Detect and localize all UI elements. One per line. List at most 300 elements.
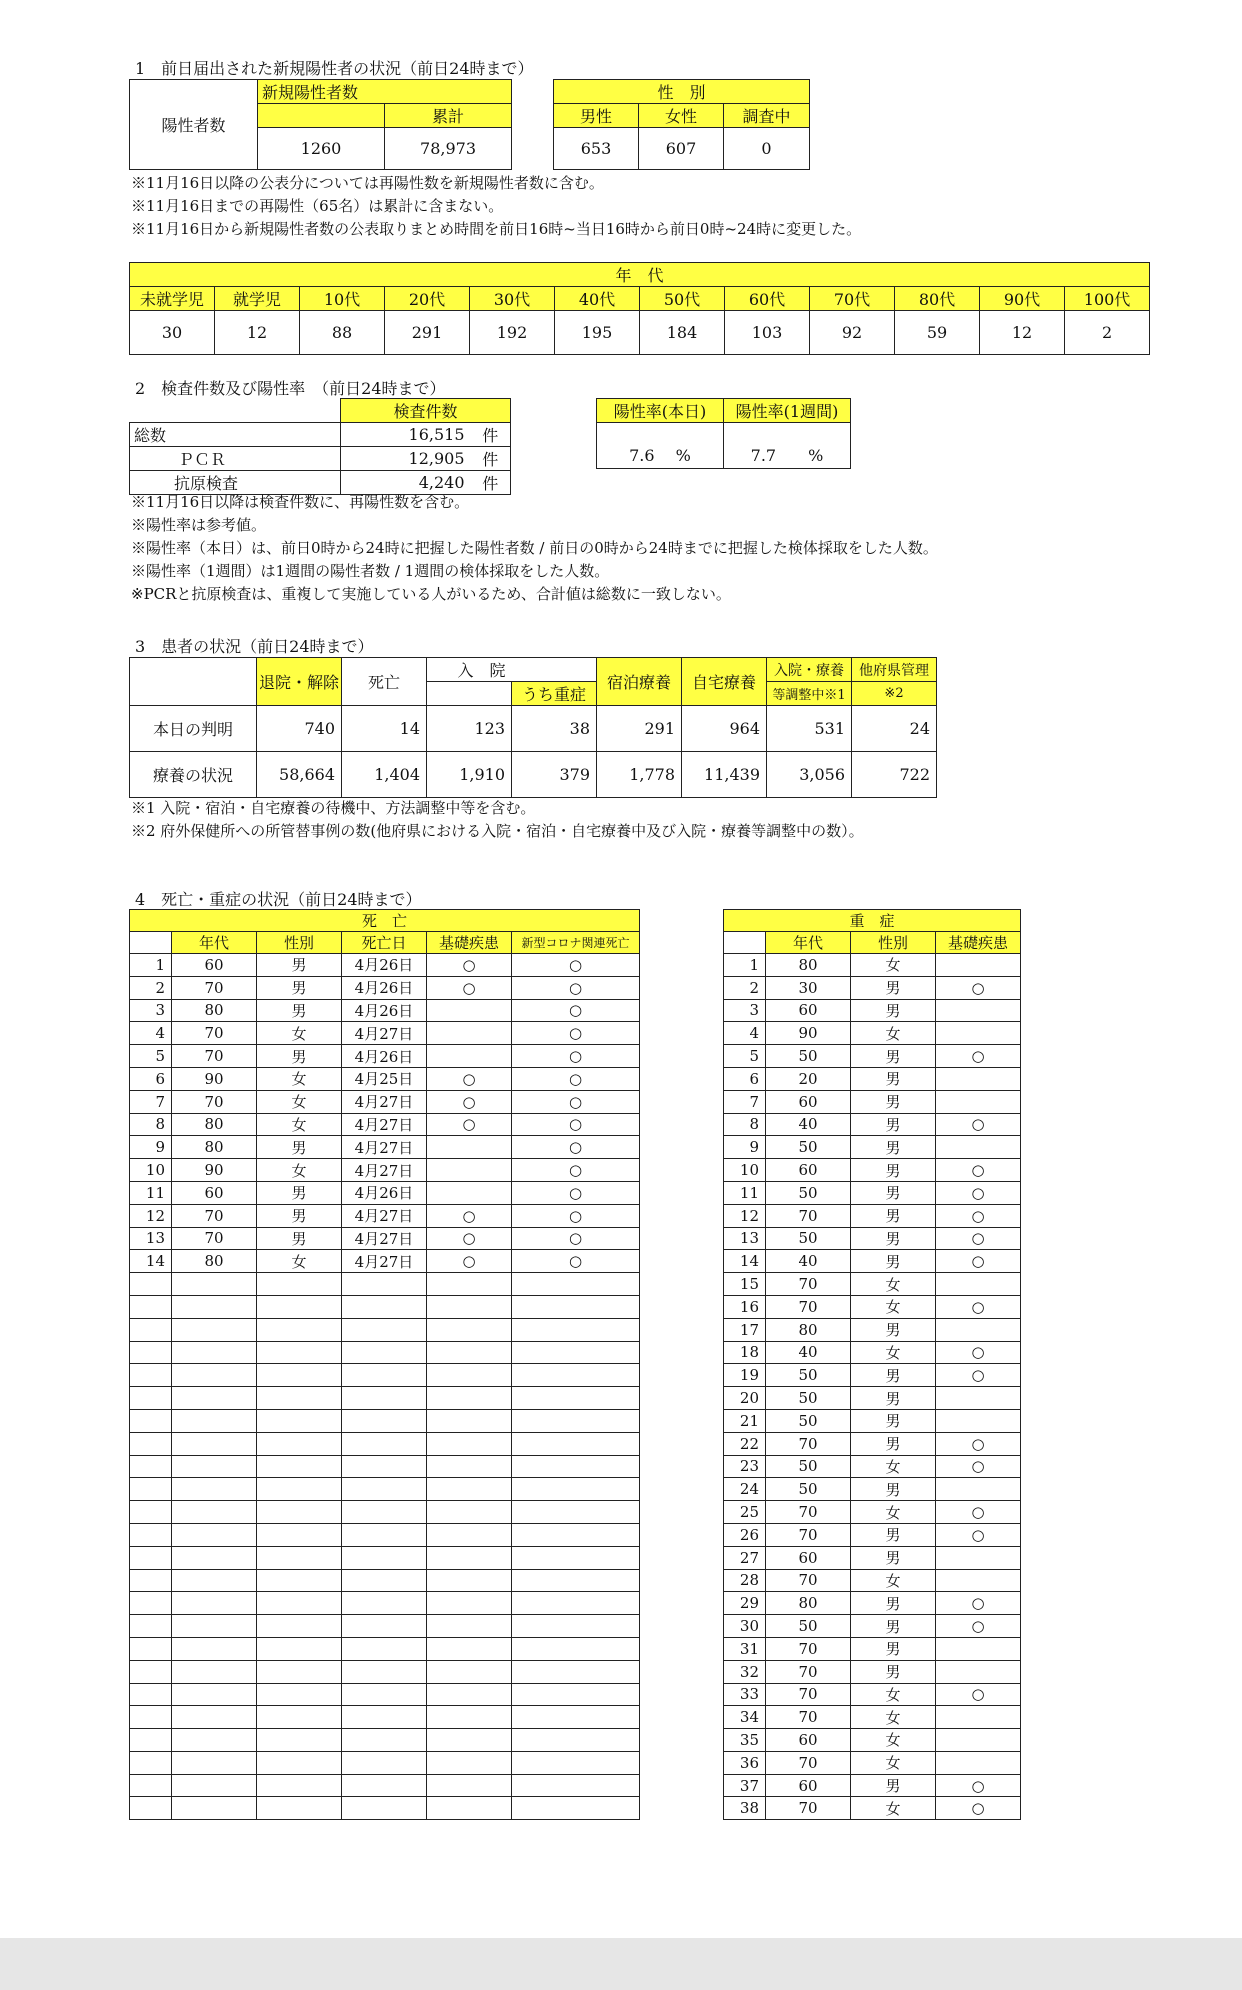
condition-cell bbox=[936, 1706, 1021, 1729]
condition-cell: ○ bbox=[936, 1227, 1021, 1250]
empty-cell bbox=[427, 1523, 512, 1546]
condition-cell bbox=[936, 1409, 1021, 1432]
row-number: 8 bbox=[724, 1113, 766, 1136]
sex-cell: 男 bbox=[851, 1364, 936, 1387]
covid-death-cell: ○ bbox=[512, 1250, 640, 1273]
sex-cell: 女 bbox=[257, 1113, 342, 1136]
empty-cell bbox=[342, 1341, 427, 1364]
empty-cell bbox=[172, 1409, 257, 1432]
sex-cell: 男 bbox=[851, 1159, 936, 1182]
row-number: 5 bbox=[130, 1045, 172, 1068]
empty-cell bbox=[512, 1409, 640, 1432]
age-value-cell: 92 bbox=[810, 311, 895, 355]
row-number: 4 bbox=[130, 1022, 172, 1045]
table-row bbox=[724, 1615, 1021, 1638]
date-cell: 4月26日 bbox=[342, 999, 427, 1022]
age-cell: 60 bbox=[766, 1729, 851, 1752]
empty-cell bbox=[427, 1569, 512, 1592]
sex-cell: 男 bbox=[851, 1067, 936, 1090]
sex-cell: 女 bbox=[257, 1159, 342, 1182]
empty-cell bbox=[342, 1523, 427, 1546]
table-row bbox=[724, 1751, 1021, 1774]
empty-cell bbox=[427, 1615, 512, 1638]
age-cell: 50 bbox=[766, 1364, 851, 1387]
table-row bbox=[724, 1797, 1021, 1820]
male-value: 653 bbox=[554, 128, 639, 170]
empty-cell bbox=[130, 1706, 172, 1729]
table-row bbox=[130, 1501, 640, 1524]
table-row bbox=[130, 1797, 640, 1820]
age-value-cell: 88 bbox=[300, 311, 385, 355]
date-cell: 4月26日 bbox=[342, 976, 427, 999]
row-number: 29 bbox=[724, 1592, 766, 1615]
row-number: 17 bbox=[724, 1318, 766, 1341]
empty-cell bbox=[172, 1729, 257, 1752]
table-row bbox=[724, 1227, 1021, 1250]
table-row bbox=[724, 1478, 1021, 1501]
covid-death-cell: ○ bbox=[512, 976, 640, 999]
table-row bbox=[130, 1136, 640, 1159]
severe-header-cell: 性別 bbox=[851, 932, 936, 954]
covid-death-cell: ○ bbox=[512, 1204, 640, 1227]
empty-cell bbox=[512, 1706, 640, 1729]
death-title: 死 亡 bbox=[130, 910, 640, 932]
empty-cell bbox=[130, 1615, 172, 1638]
pending-header: 調査中 bbox=[724, 104, 810, 128]
age-value-cell: 2 bbox=[1065, 311, 1150, 355]
empty-cell bbox=[342, 1729, 427, 1752]
age-cell: 70 bbox=[766, 1683, 851, 1706]
row-number: 35 bbox=[724, 1729, 766, 1752]
sex-cell: 男 bbox=[851, 1318, 936, 1341]
table-row bbox=[130, 1341, 640, 1364]
condition-cell bbox=[936, 1478, 1021, 1501]
empty-cell bbox=[257, 1774, 342, 1797]
row-number: 7 bbox=[130, 1090, 172, 1113]
table-row bbox=[130, 1181, 640, 1204]
condition-cell bbox=[427, 1045, 512, 1068]
table-row bbox=[130, 1273, 640, 1296]
empty-cell bbox=[512, 1364, 640, 1387]
row-number: 25 bbox=[724, 1501, 766, 1524]
row-number: 11 bbox=[724, 1181, 766, 1204]
empty-cell bbox=[342, 1706, 427, 1729]
female-value: 607 bbox=[639, 128, 724, 170]
covid-death-cell: ○ bbox=[512, 1227, 640, 1250]
new-positive-value: 1260 bbox=[258, 128, 385, 170]
age-header-cell: 50代 bbox=[640, 287, 725, 311]
row-number: 31 bbox=[724, 1637, 766, 1660]
discharge-header: 退院・解除 bbox=[257, 658, 342, 706]
age-cell: 70 bbox=[172, 976, 257, 999]
empty-cell bbox=[257, 1341, 342, 1364]
sex-cell: 女 bbox=[851, 1569, 936, 1592]
condition-cell bbox=[936, 1387, 1021, 1410]
row-number: 26 bbox=[724, 1523, 766, 1546]
severe-title: 重 症 bbox=[724, 910, 1021, 932]
total-label: 総数 bbox=[130, 423, 341, 447]
age-header-cell: 40代 bbox=[555, 287, 640, 311]
sex-cell: 男 bbox=[257, 1045, 342, 1068]
age-cell: 40 bbox=[766, 1341, 851, 1364]
age-header-cell: 未就学児 bbox=[130, 287, 215, 311]
sex-cell: 男 bbox=[851, 1523, 936, 1546]
positive-count-label: 陽性者数 bbox=[130, 80, 258, 170]
table-row bbox=[130, 1159, 640, 1182]
date-cell: 4月26日 bbox=[342, 1045, 427, 1068]
empty-cell bbox=[342, 1615, 427, 1638]
age-value-cell: 59 bbox=[895, 311, 980, 355]
empty-cell bbox=[130, 1797, 172, 1820]
table-row bbox=[130, 1067, 640, 1090]
sex-cell: 女 bbox=[851, 1751, 936, 1774]
empty-cell bbox=[342, 1409, 427, 1432]
sex-cell: 男 bbox=[851, 1227, 936, 1250]
table-row bbox=[724, 1250, 1021, 1273]
empty-cell bbox=[342, 1273, 427, 1296]
table-row bbox=[724, 1067, 1021, 1090]
table-row bbox=[724, 1136, 1021, 1159]
condition-cell: ○ bbox=[936, 1592, 1021, 1615]
empty-cell bbox=[172, 1501, 257, 1524]
sex-cell: 男 bbox=[851, 1637, 936, 1660]
row-number: 9 bbox=[130, 1136, 172, 1159]
condition-cell bbox=[936, 1729, 1021, 1752]
row-number: 1 bbox=[724, 954, 766, 977]
adjust-header: 入院・療養 bbox=[767, 658, 852, 682]
table-row bbox=[724, 1706, 1021, 1729]
empty-cell bbox=[172, 1478, 257, 1501]
age-cell: 70 bbox=[766, 1295, 851, 1318]
cumulative-value: 78,973 bbox=[385, 128, 512, 170]
today-label: 本日の判明 bbox=[130, 706, 257, 752]
empty-cell bbox=[427, 1478, 512, 1501]
table-row bbox=[724, 1159, 1021, 1182]
severe-header-row bbox=[724, 932, 1021, 954]
age-cell: 60 bbox=[766, 1159, 851, 1182]
table-row bbox=[130, 1045, 640, 1068]
empty-cell bbox=[427, 1546, 512, 1569]
empty-cell bbox=[130, 1523, 172, 1546]
sex-cell: 男 bbox=[257, 1204, 342, 1227]
table-row bbox=[724, 1387, 1021, 1410]
age-header-cell: 100代 bbox=[1065, 287, 1150, 311]
condition-cell: ○ bbox=[427, 1113, 512, 1136]
condition-cell bbox=[936, 954, 1021, 977]
empty-cell bbox=[257, 1295, 342, 1318]
empty-cell bbox=[512, 1501, 640, 1524]
table-row bbox=[724, 1409, 1021, 1432]
sex-cell: 男 bbox=[851, 1546, 936, 1569]
date-cell: 4月27日 bbox=[342, 1227, 427, 1250]
empty-cell bbox=[130, 1364, 172, 1387]
age-cell: 50 bbox=[766, 1181, 851, 1204]
rate-week-header: 陽性率(1週間) bbox=[724, 399, 851, 423]
sex-cell: 男 bbox=[851, 999, 936, 1022]
empty-cell bbox=[130, 1569, 172, 1592]
empty-cell bbox=[512, 1478, 640, 1501]
empty-cell bbox=[172, 1615, 257, 1638]
row-number: 9 bbox=[724, 1136, 766, 1159]
age-cell: 70 bbox=[766, 1751, 851, 1774]
age-cell: 80 bbox=[766, 1592, 851, 1615]
empty-cell bbox=[130, 1751, 172, 1774]
sex-cell: 女 bbox=[851, 1797, 936, 1820]
antigen-label: 抗原検査 bbox=[130, 471, 341, 495]
table-row bbox=[130, 1432, 640, 1455]
empty-cell bbox=[342, 1501, 427, 1524]
row-number: 10 bbox=[724, 1159, 766, 1182]
age-cell: 50 bbox=[766, 1387, 851, 1410]
home-header: 自宅療養 bbox=[682, 658, 767, 706]
empty-cell bbox=[342, 1455, 427, 1478]
empty-cell bbox=[130, 1478, 172, 1501]
empty-cell bbox=[427, 1637, 512, 1660]
empty-cell bbox=[257, 1273, 342, 1296]
table-row bbox=[130, 1113, 640, 1136]
female-header: 女性 bbox=[639, 104, 724, 128]
table-row bbox=[130, 1318, 640, 1341]
patient-value-cell: 1,778 bbox=[597, 752, 682, 798]
empty-cell bbox=[172, 1706, 257, 1729]
sex-cell: 男 bbox=[257, 1227, 342, 1250]
condition-cell bbox=[936, 1660, 1021, 1683]
severe-header-cell: 基礎疾患 bbox=[936, 932, 1021, 954]
table-row bbox=[130, 1409, 640, 1432]
table-row bbox=[724, 976, 1021, 999]
age-cell: 50 bbox=[766, 1409, 851, 1432]
row-number: 23 bbox=[724, 1455, 766, 1478]
age-header-cell: 就学児 bbox=[215, 287, 300, 311]
table-row bbox=[724, 1637, 1021, 1660]
row-number: 37 bbox=[724, 1774, 766, 1797]
severe-sub-header: うち重症 bbox=[512, 682, 597, 706]
empty-cell bbox=[130, 1341, 172, 1364]
table-row bbox=[724, 1774, 1021, 1797]
empty-cell bbox=[172, 1523, 257, 1546]
patient-value-cell: 123 bbox=[427, 706, 512, 752]
condition-cell bbox=[936, 1751, 1021, 1774]
empty-cell bbox=[342, 1683, 427, 1706]
empty-cell bbox=[130, 1592, 172, 1615]
antigen-value: 4,240 bbox=[341, 471, 471, 495]
empty-cell bbox=[130, 1546, 172, 1569]
empty-cell bbox=[427, 1660, 512, 1683]
empty-cell bbox=[172, 1660, 257, 1683]
empty-cell bbox=[257, 1409, 342, 1432]
empty-cell bbox=[130, 1295, 172, 1318]
condition-cell bbox=[427, 999, 512, 1022]
row-number: 8 bbox=[130, 1113, 172, 1136]
death-table bbox=[129, 909, 640, 1820]
table-row bbox=[130, 1387, 640, 1410]
row-number: 22 bbox=[724, 1432, 766, 1455]
empty-cell bbox=[427, 1774, 512, 1797]
age-cell: 80 bbox=[172, 999, 257, 1022]
date-cell: 4月27日 bbox=[342, 1022, 427, 1045]
sex-cell: 男 bbox=[257, 1136, 342, 1159]
table-row bbox=[724, 1364, 1021, 1387]
condition-cell bbox=[936, 1022, 1021, 1045]
empty-cell bbox=[427, 1318, 512, 1341]
age-cell: 50 bbox=[766, 1136, 851, 1159]
patient-value-cell: 379 bbox=[512, 752, 597, 798]
age-cell: 70 bbox=[766, 1706, 851, 1729]
condition-cell bbox=[936, 1273, 1021, 1296]
empty-cell bbox=[257, 1455, 342, 1478]
empty-cell bbox=[342, 1387, 427, 1410]
age-cell: 70 bbox=[766, 1569, 851, 1592]
sex-cell: 女 bbox=[257, 1067, 342, 1090]
age-cell: 40 bbox=[766, 1250, 851, 1273]
sex-cell: 女 bbox=[851, 1295, 936, 1318]
age-header-cell: 80代 bbox=[895, 287, 980, 311]
patient-value-cell: 1,404 bbox=[342, 752, 427, 798]
other-pref-header: 他府県管理 bbox=[852, 658, 937, 682]
row-number: 12 bbox=[724, 1204, 766, 1227]
condition-cell bbox=[936, 1569, 1021, 1592]
death-header-cell: 新型コロナ関連死亡 bbox=[512, 932, 640, 954]
age-value-cell: 184 bbox=[640, 311, 725, 355]
table-row bbox=[724, 1592, 1021, 1615]
sex-cell: 女 bbox=[851, 1022, 936, 1045]
condition-cell: ○ bbox=[936, 1364, 1021, 1387]
age-cell: 70 bbox=[172, 1227, 257, 1250]
table-row bbox=[724, 1045, 1021, 1068]
empty-cell bbox=[257, 1751, 342, 1774]
empty-cell bbox=[427, 1683, 512, 1706]
empty-cell bbox=[172, 1637, 257, 1660]
pcr-value: 12,905 bbox=[341, 447, 471, 471]
table-row bbox=[724, 1501, 1021, 1524]
sex-cell: 男 bbox=[851, 1113, 936, 1136]
empty-cell bbox=[427, 1387, 512, 1410]
row-number: 38 bbox=[724, 1797, 766, 1820]
empty-cell bbox=[427, 1341, 512, 1364]
empty-cell bbox=[342, 1569, 427, 1592]
empty-cell bbox=[130, 1683, 172, 1706]
empty-cell bbox=[257, 1729, 342, 1752]
condition-cell: ○ bbox=[936, 1181, 1021, 1204]
condition-cell: ○ bbox=[936, 1501, 1021, 1524]
empty-cell bbox=[257, 1637, 342, 1660]
age-value-cell: 30 bbox=[130, 311, 215, 355]
severe-header-blank bbox=[724, 932, 766, 954]
sex-cell: 女 bbox=[851, 1273, 936, 1296]
age-cell: 70 bbox=[766, 1797, 851, 1820]
row-number: 7 bbox=[724, 1090, 766, 1113]
age-value-cell: 12 bbox=[215, 311, 300, 355]
table-row bbox=[130, 1592, 640, 1615]
rate-today: 7.6 % bbox=[597, 423, 724, 469]
male-header: 男性 bbox=[554, 104, 639, 128]
table-row bbox=[130, 1751, 640, 1774]
condition-cell bbox=[936, 1318, 1021, 1341]
empty-cell bbox=[257, 1364, 342, 1387]
condition-cell: ○ bbox=[936, 1432, 1021, 1455]
empty-cell bbox=[512, 1751, 640, 1774]
empty-cell bbox=[342, 1432, 427, 1455]
condition-cell: ○ bbox=[936, 1250, 1021, 1273]
empty-cell bbox=[257, 1478, 342, 1501]
age-cell: 70 bbox=[766, 1204, 851, 1227]
empty-cell bbox=[130, 1273, 172, 1296]
date-cell: 4月25日 bbox=[342, 1067, 427, 1090]
sex-cell: 男 bbox=[257, 954, 342, 977]
age-cell: 80 bbox=[172, 1113, 257, 1136]
date-cell: 4月27日 bbox=[342, 1250, 427, 1273]
table-row bbox=[130, 1615, 640, 1638]
condition-cell bbox=[936, 999, 1021, 1022]
empty-cell bbox=[427, 1729, 512, 1752]
sex-cell: 男 bbox=[851, 1615, 936, 1638]
empty-cell bbox=[257, 1706, 342, 1729]
section-1-title: 1 前日届出された新規陽性者の状況（前日24時まで） bbox=[135, 59, 534, 78]
covid-death-cell: ○ bbox=[512, 999, 640, 1022]
date-cell: 4月27日 bbox=[342, 1090, 427, 1113]
date-cell: 4月26日 bbox=[342, 1181, 427, 1204]
table-row bbox=[724, 1204, 1021, 1227]
row-number: 21 bbox=[724, 1409, 766, 1432]
pending-value: 0 bbox=[724, 128, 810, 170]
row-number: 18 bbox=[724, 1341, 766, 1364]
row-number: 30 bbox=[724, 1615, 766, 1638]
table-row bbox=[130, 1523, 640, 1546]
age-cell: 50 bbox=[766, 1455, 851, 1478]
empty-cell bbox=[512, 1637, 640, 1660]
pcr-label: ＰＣＲ bbox=[130, 447, 341, 471]
empty-cell bbox=[427, 1273, 512, 1296]
empty-cell bbox=[130, 1729, 172, 1752]
sex-cell: 男 bbox=[257, 999, 342, 1022]
row-number: 6 bbox=[130, 1067, 172, 1090]
empty-cell bbox=[512, 1683, 640, 1706]
patient-value-cell: 964 bbox=[682, 706, 767, 752]
patient-value-cell: 1,910 bbox=[427, 752, 512, 798]
table-row bbox=[724, 1022, 1021, 1045]
empty-cell bbox=[512, 1432, 640, 1455]
empty-cell bbox=[257, 1797, 342, 1820]
age-cell: 70 bbox=[766, 1660, 851, 1683]
empty-cell bbox=[257, 1432, 342, 1455]
section-3-title: 3 患者の状況（前日24時まで） bbox=[135, 637, 374, 656]
age-cell: 50 bbox=[766, 1478, 851, 1501]
age-cell: 70 bbox=[766, 1501, 851, 1524]
row-number: 3 bbox=[130, 999, 172, 1022]
table-row bbox=[130, 1250, 640, 1273]
death-header-row bbox=[130, 932, 640, 954]
covid-death-cell: ○ bbox=[512, 1159, 640, 1182]
condition-cell bbox=[936, 1546, 1021, 1569]
sex-cell: 女 bbox=[851, 1455, 936, 1478]
empty-cell bbox=[427, 1706, 512, 1729]
covid-death-cell: ○ bbox=[512, 1045, 640, 1068]
age-cell: 50 bbox=[766, 1227, 851, 1250]
empty-cell bbox=[172, 1774, 257, 1797]
covid-death-cell: ○ bbox=[512, 1090, 640, 1113]
sex-cell: 女 bbox=[851, 1341, 936, 1364]
row-number: 5 bbox=[724, 1045, 766, 1068]
sex-cell: 女 bbox=[851, 1706, 936, 1729]
table-row bbox=[724, 999, 1021, 1022]
status-label: 療養の状況 bbox=[130, 752, 257, 798]
test-count-table: 検査件数 総数 16,515 件 ＰＣＲ 12,905 件 抗原検査 4,240 件 bbox=[129, 398, 511, 495]
empty-cell bbox=[427, 1592, 512, 1615]
table-row bbox=[130, 1204, 640, 1227]
empty-cell bbox=[130, 1432, 172, 1455]
hotel-header: 宿泊療養 bbox=[597, 658, 682, 706]
row-number: 2 bbox=[130, 976, 172, 999]
